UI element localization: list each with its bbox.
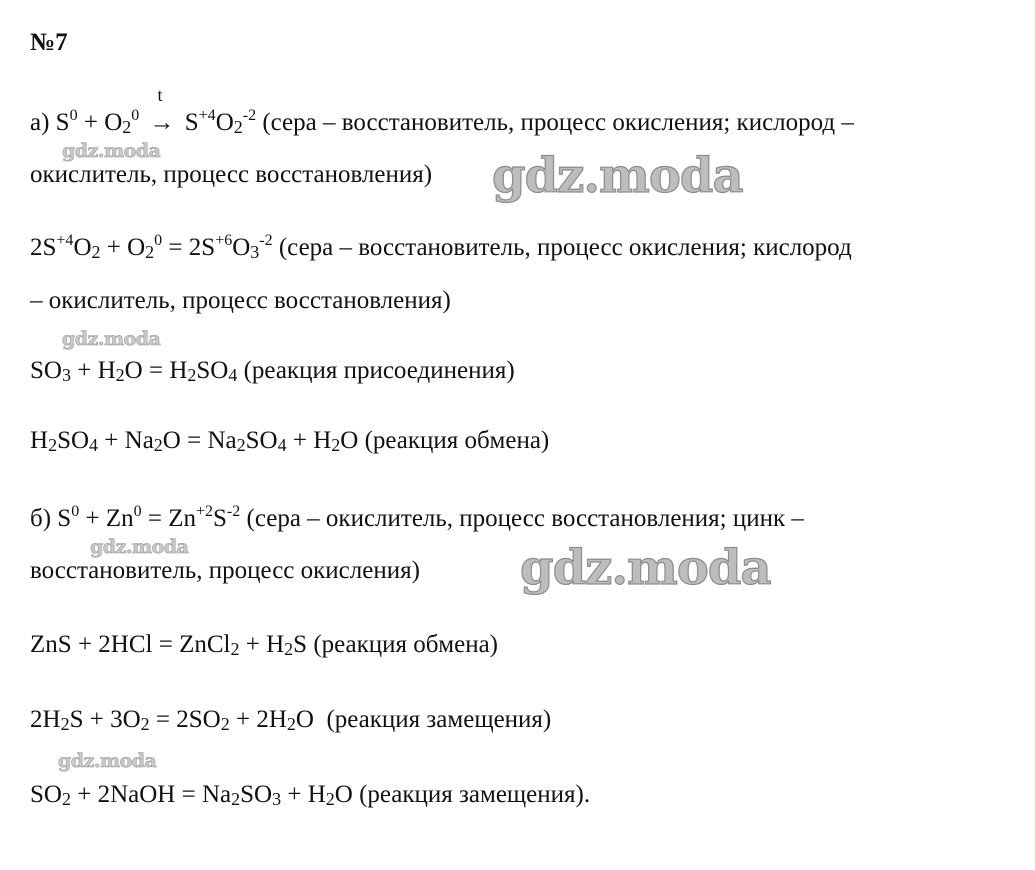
part-a-equation-4 <box>30 426 549 456</box>
formula-part: SO <box>196 357 229 384</box>
comment: (реакция замещения) <box>313 706 552 733</box>
subscript: 2 <box>284 638 294 659</box>
part-b-label: б) <box>30 505 52 532</box>
plus-sign: + <box>229 706 257 733</box>
reactant-o2: O <box>127 234 146 261</box>
ox-state: 0 <box>133 503 142 521</box>
comment: (реакция обмена) <box>358 427 550 454</box>
comment: (реакция присоединения) <box>237 357 515 384</box>
formula-part: O <box>162 427 181 454</box>
formula-part: O <box>340 427 359 454</box>
subscript: 2 <box>140 713 150 734</box>
formula-part: SO <box>30 781 62 808</box>
subscript: 3 <box>272 788 282 809</box>
part-b-equation-3 <box>30 705 551 735</box>
formula-part: H <box>307 781 326 808</box>
part-a-equation-1 <box>30 85 854 138</box>
formula-part: 3O <box>110 706 141 733</box>
equals-sign: = <box>175 781 202 808</box>
subscript: 2 <box>233 116 243 137</box>
part-b-equation-1 <box>30 504 804 534</box>
arrow-glyph: → <box>149 109 175 136</box>
plus-sign: + <box>77 109 105 136</box>
subscript: 2 <box>122 116 132 137</box>
formula-part: H <box>266 631 285 658</box>
subscript: 2 <box>331 434 341 455</box>
reactant-o: O <box>73 234 92 261</box>
subscript: 2 <box>153 434 163 455</box>
formula-part: O <box>124 357 143 384</box>
task-number: №7 <box>30 29 68 56</box>
product-o: O <box>215 109 234 136</box>
ox-state: 0 <box>154 232 163 250</box>
plus-sign: + <box>79 505 106 532</box>
equals-sign: = <box>149 706 177 733</box>
subscript: 2 <box>91 241 101 262</box>
reactant-s: S <box>55 109 70 136</box>
subscript: 2 <box>325 788 335 809</box>
product-s: S <box>201 234 216 261</box>
subscript: 2 <box>61 788 71 809</box>
reactant-zn: Zn <box>105 505 134 532</box>
formula-part: Na <box>124 427 154 454</box>
formula-part: H <box>97 357 116 384</box>
coefficient: 2 <box>30 234 43 261</box>
ox-state: 0 <box>71 503 80 521</box>
formula-part: SO <box>30 357 62 384</box>
watermark-large: gdz.moda <box>520 540 771 596</box>
part-b-equation-4 <box>30 780 590 810</box>
product-s: S <box>184 109 199 136</box>
formula-part: Na <box>207 427 237 454</box>
subscript: 2 <box>230 638 240 659</box>
product-zn: Zn <box>168 505 196 532</box>
formula-part: 2H <box>256 706 287 733</box>
comment: (сера – восстановитель, процесс окисления; кислород – <box>256 109 854 136</box>
product-o: O <box>232 234 251 261</box>
formula-part: S <box>293 631 308 658</box>
plus-sign: + <box>281 781 308 808</box>
subscript: 2 <box>236 434 246 455</box>
formula-part: O <box>334 781 353 808</box>
subscript: 4 <box>89 434 99 455</box>
subscript: 2 <box>115 364 125 385</box>
formula-part: S <box>69 706 84 733</box>
equals-sign: = <box>180 427 208 454</box>
part-b-equation-1-continued: восстановитель, процесс окисления) <box>30 557 420 584</box>
product-s: S <box>213 505 227 532</box>
formula-part: H <box>169 357 188 384</box>
plus-sign: + <box>98 427 125 454</box>
reactant-o: O <box>104 109 123 136</box>
plus-sign: + <box>100 234 128 261</box>
subscript: 2 <box>231 788 241 809</box>
subscript: 2 <box>48 434 58 455</box>
formula-part: SO <box>245 427 278 454</box>
subscript: 3 <box>250 241 260 262</box>
comment: (реакция обмена) <box>307 631 498 658</box>
comment: (сера – окислитель, процесс восстановления; цинк – <box>240 505 804 532</box>
plus-sign: + <box>70 781 98 808</box>
formula-part: 2SO <box>176 706 221 733</box>
reaction-arrow <box>149 85 175 138</box>
comment: (реакция замещения). <box>352 781 591 808</box>
formula-part: SO <box>57 427 90 454</box>
formula-part: O <box>295 706 314 733</box>
formula-part: H <box>313 427 332 454</box>
formula-part: SO <box>240 781 273 808</box>
subscript: 2 <box>286 713 296 734</box>
formula-part: 2NaOH <box>97 781 176 808</box>
arrow-label: t <box>157 85 163 105</box>
coefficient: 2 <box>188 234 202 261</box>
formula-part: ZnS <box>30 631 72 658</box>
equals-sign: = <box>141 505 169 532</box>
plus-sign: + <box>239 631 267 658</box>
part-a-equation-2 <box>30 233 852 263</box>
ox-state: 0 <box>69 107 78 125</box>
watermark-small: gdz.moda <box>90 536 189 558</box>
watermark-large: gdz.moda <box>492 148 743 204</box>
formula-part: H <box>30 427 49 454</box>
watermark-small: gdz.moda <box>62 140 161 162</box>
subscript: 2 <box>220 713 230 734</box>
equals-sign: = <box>152 631 180 658</box>
ox-state: +2 <box>195 503 214 521</box>
plus-sign: + <box>83 706 111 733</box>
ox-state: +4 <box>56 232 74 250</box>
ox-state: 0 <box>131 107 140 125</box>
part-a-equation-1-continued: окислитель, процесс восстановления) <box>30 161 433 188</box>
formula-part: 2H <box>30 706 61 733</box>
plus-sign: + <box>286 427 314 454</box>
subscript: 3 <box>61 364 71 385</box>
part-a-equation-2-continued: – окислитель, процесс восстановления) <box>30 287 451 314</box>
formula-part: ZnCl <box>179 631 231 658</box>
reactant-s: S <box>42 234 57 261</box>
reactant-s: S <box>57 505 72 532</box>
part-a-label: а) <box>30 109 50 136</box>
subscript: 2 <box>60 713 70 734</box>
formula-part: Na <box>201 781 232 808</box>
plus-sign: + <box>70 357 98 384</box>
ox-state: -2 <box>242 107 257 125</box>
plus-sign: + <box>71 631 99 658</box>
ox-state: +6 <box>215 232 233 250</box>
formula-part: 2HCl <box>98 631 153 658</box>
equals-sign: = <box>162 234 189 261</box>
subscript: 2 <box>187 364 197 385</box>
comment: (сера – восстановитель, процесс окисления; кислород <box>272 234 852 261</box>
ox-state: -2 <box>226 503 241 521</box>
equals-sign: = <box>142 357 170 384</box>
watermark-small: gdz.moda <box>62 328 161 350</box>
ox-state: -2 <box>259 232 273 250</box>
part-a-equation-3 <box>30 356 515 386</box>
subscript: 2 <box>145 241 155 262</box>
watermark-small: gdz.moda <box>58 750 157 772</box>
part-b-equation-2 <box>30 630 498 660</box>
subscript: 4 <box>228 364 238 385</box>
ox-state: +4 <box>198 107 216 125</box>
subscript: 4 <box>277 434 287 455</box>
